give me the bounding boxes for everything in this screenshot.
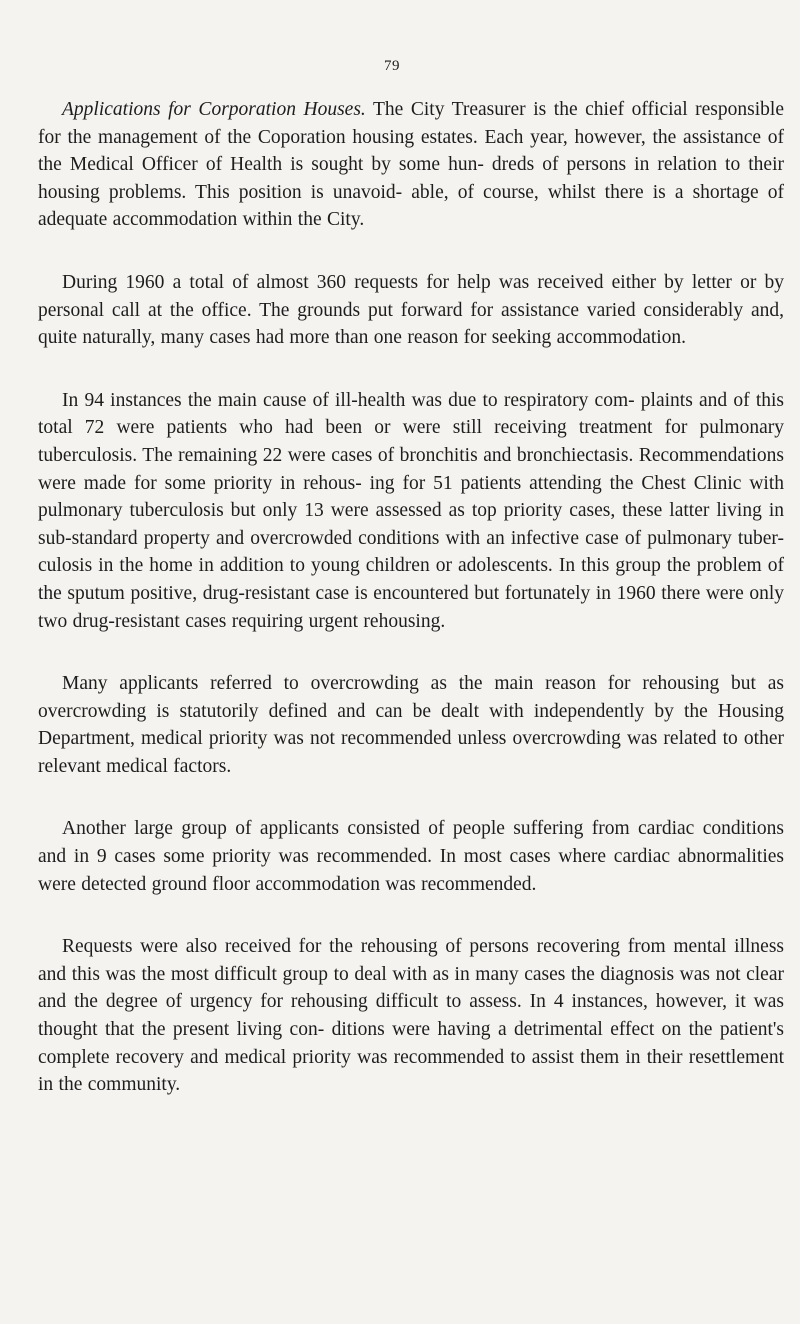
paragraph-text: The City Treasurer is the chief official responsible for the management of the Coporation housing estates. Each year, however, the assistance of the Medical Officer of Health is sought by some hun- dreds of persons in relation to their housing problems. This position is unavoid- able, of course, whilst there is a shortage of adequate accommodation within the City. <box>38 99 784 231</box>
page-body <box>38 96 784 1134</box>
paragraph-respiratory: In 94 instances the main cause of ill-health was due to respiratory com- plaints and of this total 72 were patients who had been or were still receiving treatment for pulmonary tuberculosis. The remaining 22 were cases of bronchitis and bronchiectasis. Recommendations were made for some priority in rehous- ing for 51 patients attending the Chest Clinic with pulmonary tuberculosis but only 13 were assessed as top priority cases, these latter living in sub-standard property and overcrowded conditions with an infective case of pulmonary tuber- culosis in the home in addition to young children or adolescents. In this group the problem of the sputum positive, drug-resistant case is encountered but fortunately in 1960 there were only two drug-resistant cases requiring urgent rehousing. <box>38 389 784 632</box>
paragraph-applications <box>38 96 784 234</box>
paragraph-requests-1960: During 1960 a total of almost 360 requests for help was received either by letter or by personal call at the office. The grounds put forward for assistance varied considerably and, quite naturally, many cases had more than one reason for seeking accommodation. <box>38 271 784 349</box>
paragraph-cardiac: Another large group of applicants consisted of people suffering from cardiac conditions and in 9 cases some priority was recommended. In most cases where cardiac abnormalities were detected ground floor accommodation was recommended. <box>38 818 784 895</box>
section-heading: Applications for Corporation Houses. <box>62 99 366 120</box>
paragraph-overcrowding: Many applicants referred to overcrowding as the main reason for rehousing but as overcrowding is statutorily defined and can be dealt with independently by the Housing Department, medical priority was not recommended unless overcrowding was related to other relevant medical factors. <box>38 673 784 777</box>
page-number: 79 <box>384 58 400 74</box>
paragraph-mental-illness: Requests were also received for the rehousing of persons recovering from mental illness and this was the most difficult group to deal with as in many cases the diagnosis was not clear and the degree of urgency for rehousing difficult to assess. In 4 instances, however, it was thought that the present living con- ditions were having a detrimental effect on the patient's complete recovery and medical priority was recommended to assist them in their resettlement in the community. <box>38 936 784 1096</box>
